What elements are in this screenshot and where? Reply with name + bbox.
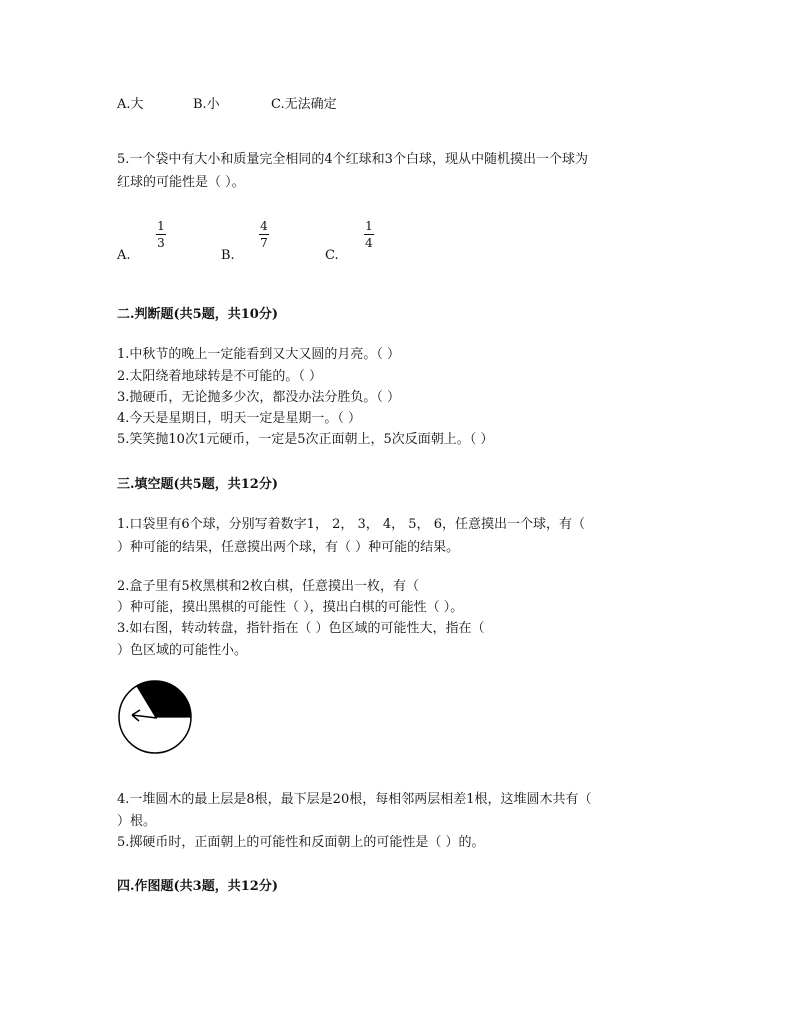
question-5-line-2: 红球的可能性是（ ）。 <box>117 175 245 190</box>
section-3-q2-line-2: ）种可能，摸出黑棋的可能性（ ），摸出白棋的可能性（ ）。 <box>117 600 464 615</box>
section-3-title: 三.填空题(共5题，共12分) <box>117 477 278 492</box>
section-3-q4-line-1: 4.一堆圆木的最上层是8根，最下层是20根，每相邻两层相差1根，这堆圆木共有（ <box>117 792 592 807</box>
option-b: B.小 <box>193 97 220 112</box>
section-3-q4-line-2: ）根。 <box>117 814 157 829</box>
fraction-option-c-label: C. <box>325 248 339 263</box>
option-c: C.无法确定 <box>271 97 337 112</box>
numerator: 1 <box>157 219 165 233</box>
spinner-figure <box>117 677 197 759</box>
section-3-q1-line-1: 1.口袋里有6个球，分别写着数字1， 2， 3， 4， 5， 6，任意摸出一个球，有（ <box>117 517 585 532</box>
numerator: 4 <box>260 219 268 233</box>
section-2-item-1: 1.中秋节的晚上一定能看到又大又圆的月亮。（ ） <box>117 347 401 362</box>
section-2-title: 二.判断题(共5题，共10分) <box>117 307 278 322</box>
section-2-item-2: 2.太阳绕着地球转是不可能的。（ ） <box>117 369 323 384</box>
section-3-q1-line-2: ）种可能的结果，任意摸出两个球，有（ ）种可能的结果。 <box>117 540 460 555</box>
denominator: 4 <box>365 236 373 250</box>
section-4-title: 四.作图题(共3题，共12分) <box>117 879 278 894</box>
section-3-q2-line-1: 2.盒子里有5枚黑棋和2枚白棋，任意摸出一枚，有（ <box>117 579 419 594</box>
section-3-q3-line-2: ）色区域的可能性小。 <box>117 643 248 658</box>
denominator: 7 <box>260 236 268 250</box>
option-a: A.大 <box>117 97 144 112</box>
section-2-item-4: 4.今天是星期日，明天一定是星期一。（ ） <box>117 411 362 426</box>
fraction-option-b-label: B. <box>221 248 235 263</box>
section-3-q3-line-1: 3.如右图，转动转盘，指针指在（ ）色区域的可能性大，指在（ <box>117 621 485 636</box>
fraction-option-c <box>364 220 374 250</box>
fraction-bar <box>259 234 269 235</box>
section-2-item-5: 5.笑笑抛10次1元硬币，一定是5次正面朝上，5次反面朝上。（ ） <box>117 432 494 447</box>
fraction-option-a-label: A. <box>117 248 131 263</box>
denominator: 3 <box>157 236 165 250</box>
fraction-bar <box>156 234 166 235</box>
fraction-bar <box>364 234 374 235</box>
question-5-line-1: 5.一个袋中有大小和质量完全相同的4个红球和3个白球，现从中随机摸出一个球为 <box>117 152 588 167</box>
fraction-option-b <box>259 220 269 250</box>
fraction-option-a <box>156 220 166 250</box>
section-3-q5-line-1: 5.掷硬币时，正面朝上的可能性和反面朝上的可能性是（ ）的。 <box>117 835 485 850</box>
numerator: 1 <box>365 219 373 233</box>
section-2-item-3: 3.抛硬币，无论抛多少次，都没办法分胜负。（ ） <box>117 390 401 405</box>
